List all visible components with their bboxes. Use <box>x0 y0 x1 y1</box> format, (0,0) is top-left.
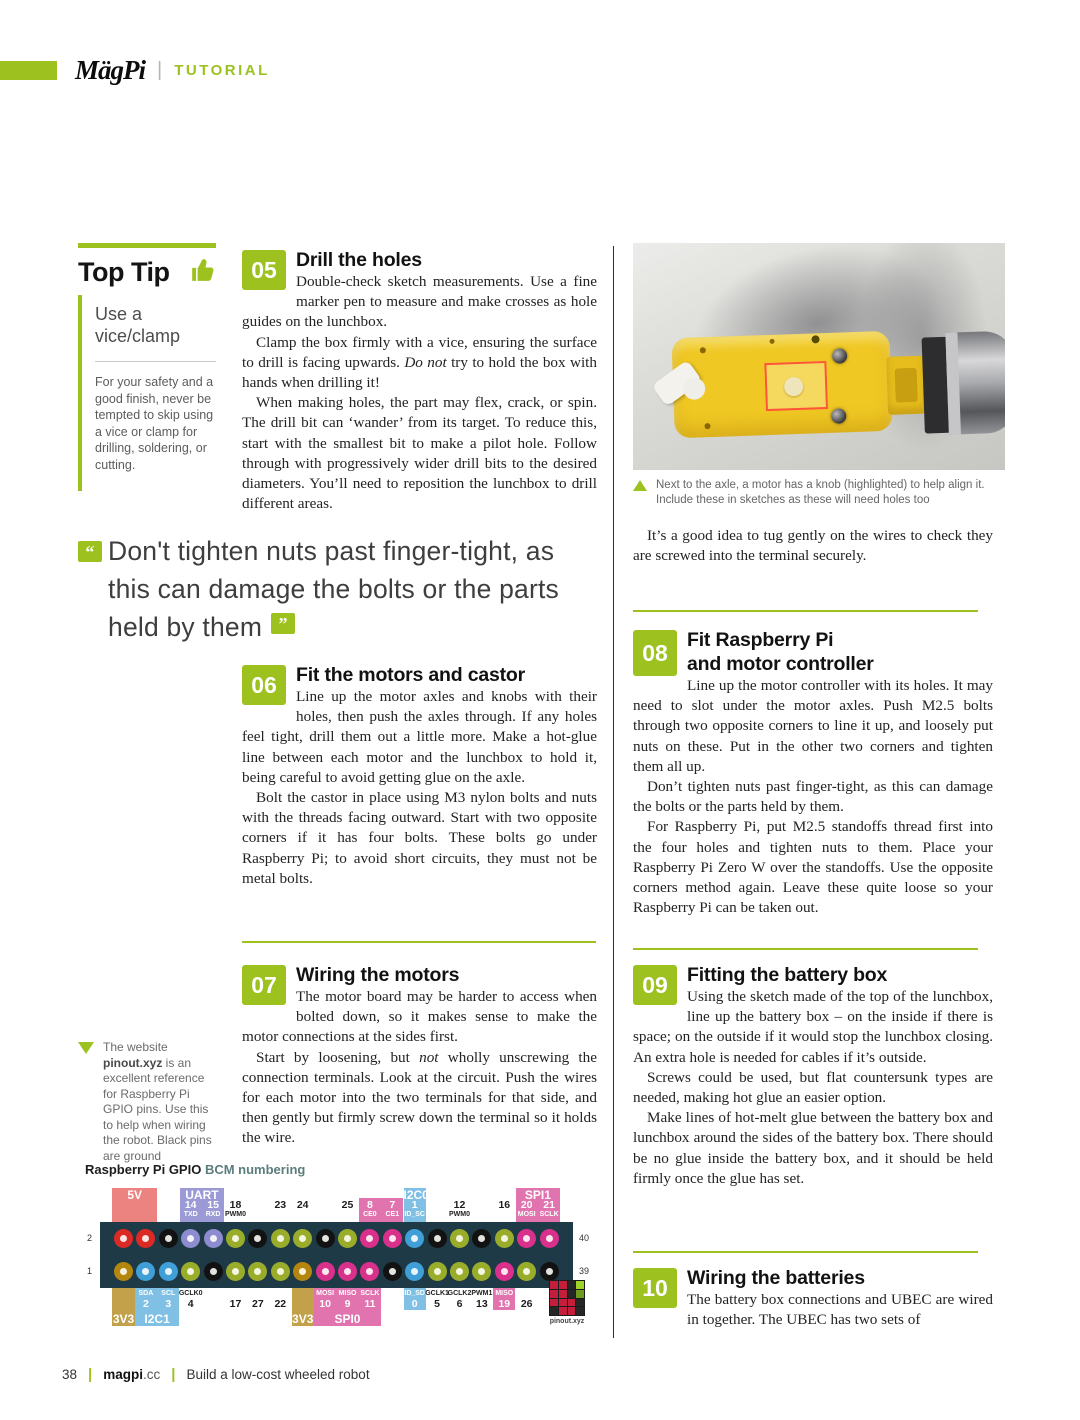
gpio-pin-name: PWM1 <box>471 1290 493 1297</box>
gpio-pin-number: 6 <box>456 1298 463 1310</box>
pinout-logo-cell <box>568 1290 576 1298</box>
pull-quote-line: this can damage the bolts or the parts <box>108 574 559 604</box>
gpio-pin-name: SCL <box>161 1290 176 1297</box>
gpio-pin-dot <box>344 1268 351 1275</box>
step-09 <box>633 963 993 1189</box>
step-paragraph: Line up the motor axles and knobs with their holes, then push the axles through. If any holes feel tight, drill them out a little more. Make a hot-glue line between each motor and the lunchbox to hold it, being careful to avoid getting glue on the axle. <box>242 688 597 786</box>
step-paragraph: Bolt the castor in place using M3 nylon bolts and nuts with the threads facing outward. Start with two opposite corners if it has four bolts. These bolts go under Raspberry Pi; to avoid short circuits, they must not be metal bolts. <box>242 789 597 887</box>
pull-quote-line: Don't tighten nuts past finger-tight, as <box>108 536 555 566</box>
header-separator: | <box>157 59 163 81</box>
gpio-pin-dot <box>344 1235 351 1242</box>
pinout-logo-cell <box>559 1307 567 1315</box>
gpio-pin-name: PWM0 <box>449 1211 470 1218</box>
gpio-block-label: 5V <box>127 1188 143 1202</box>
step-title: Wiring the batteries <box>687 1267 865 1289</box>
gpio-title: Raspberry Pi GPIO BCM numbering <box>85 1162 306 1177</box>
pull-quote-line: held by them <box>108 612 263 642</box>
pinout-logo-cell <box>550 1299 558 1307</box>
gpio-pin-number: 2 <box>142 1298 149 1310</box>
gpio-pin-number: 25 <box>341 1199 354 1211</box>
top-tip-box <box>78 243 216 491</box>
step-title: Drill the holes <box>296 249 422 271</box>
gpio-pin-name: MOSI <box>517 1211 536 1218</box>
gpio-pin-dot <box>322 1235 329 1242</box>
step-number-badge: 10 <box>633 1268 677 1308</box>
page-header <box>75 55 270 86</box>
pinout-logo-cell <box>559 1299 567 1307</box>
gpio-pin-dot <box>165 1268 172 1275</box>
pinout-logo-cell <box>576 1281 584 1289</box>
section-rule <box>633 948 978 950</box>
gpio-pin-name: GCLK1 <box>425 1290 449 1297</box>
photo-caption-text: Next to the axle, a motor has a knob (highlighted) to help align it. Include these in sketches as these will need holes too <box>656 479 985 506</box>
margin-note-text: The website pinout.xyz is an excellent reference for Raspberry Pi GPIO pins. Use this to help when wiring the robot. Black pins are ground <box>103 1040 212 1163</box>
step-title: and motor controller <box>687 653 874 675</box>
top-tip-text: For your safety and a good finish, never be tempted to skip using a vice or clamp for drilling, soldering, or cutting. <box>95 375 214 472</box>
gpio-pin-number: 11 <box>364 1298 376 1310</box>
gpio-pin-number: 26 <box>520 1298 533 1310</box>
gpio-pin-number: 1 <box>411 1199 418 1211</box>
step-paragraph: When making holes, the part may flex, crack, or spin. The drill bit can ‘wander’ from its target. To reduce this, start with the smallest bit to make a pilot hole. Follow through with progressively wider drill bits to the desired diameters. You’ll need to reposition the lunchbox to drill different areas. <box>242 394 597 513</box>
pinout-logo <box>547 1280 587 1325</box>
step-08 <box>633 628 993 918</box>
gpio-pin-number: 12 <box>453 1199 466 1211</box>
pinout-logo-cell <box>576 1299 584 1307</box>
gpio-pin-number: 27 <box>252 1298 264 1310</box>
gpio-pin-number: 7 <box>389 1199 396 1211</box>
step-number-badge: 06 <box>242 665 286 705</box>
section-rule <box>242 941 596 943</box>
gpio-pin-number: 23 <box>274 1199 287 1211</box>
gpio-pin-name: ID_SD <box>404 1290 425 1297</box>
pinout-logo-cell <box>559 1281 567 1289</box>
gpio-pin-name: SCLK <box>360 1290 380 1297</box>
gpio-block-label: SPI1 <box>524 1188 551 1202</box>
top-tip-title: Top Tip <box>78 257 170 287</box>
pinout-logo-cell <box>576 1290 584 1298</box>
gpio-pin-dot <box>277 1268 284 1275</box>
gpio-pin-number: 3 <box>165 1298 172 1310</box>
gpio-pin-number: 9 <box>344 1298 351 1310</box>
step-paragraph: Don’t tighten nuts past finger-tight, as this can damage the bolts or the parts held by them. <box>633 778 993 816</box>
thumbs-up-icon <box>190 257 216 288</box>
gpio-pin-name: CE0 <box>363 1211 377 1218</box>
gpio-pin-number: 14 <box>184 1199 197 1211</box>
gpio-pin-number: 19 <box>498 1298 511 1310</box>
gpio-pin-number: 20 <box>520 1199 533 1211</box>
step-paragraph: Double-check sketch measurements. Use a fine marker pen to measure and make crosses as hole guides on the lunchbox. <box>242 273 597 331</box>
gpio-block-label: 3V3 <box>112 1312 135 1326</box>
gpio-pin-number: 5 <box>434 1298 441 1310</box>
pinout-logo-label: pinout.xyz <box>549 1318 585 1325</box>
gpio-pin-number: 13 <box>476 1298 488 1310</box>
page-number: 38 <box>62 1367 78 1382</box>
gpio-pin-dot <box>210 1235 217 1242</box>
gpio-pin-dot <box>456 1235 463 1242</box>
gpio-pin-number: 24 <box>296 1199 309 1211</box>
gpio-row-number: 1 <box>87 1266 93 1276</box>
step-number-badge: 09 <box>633 965 677 1005</box>
gpio-pin-dot <box>546 1235 553 1242</box>
gpio-pin-name: MISO <box>495 1290 514 1297</box>
gpio-diagram <box>85 1162 590 1338</box>
step-number-badge: 08 <box>633 630 677 676</box>
pinout-logo-cell <box>568 1299 576 1307</box>
gpio-row-number: 40 <box>579 1233 590 1243</box>
pinout-logo-cell <box>576 1307 584 1315</box>
caption-arrow-icon <box>633 480 647 491</box>
pinout-logo-cell <box>550 1281 558 1289</box>
footer-separator: | <box>171 1366 176 1383</box>
step-title: Fit the motors and castor <box>296 664 526 686</box>
step-06 <box>242 663 597 889</box>
gpio-pin-dot <box>434 1268 441 1275</box>
gpio-pin-dot <box>456 1268 463 1275</box>
gpio-pin-dot <box>277 1235 284 1242</box>
gpio-pin-dot <box>120 1235 127 1242</box>
gpio-row-number: 39 <box>579 1266 590 1276</box>
step-05 <box>242 248 597 514</box>
gpio-pin-name: GCLK0 <box>178 1290 203 1297</box>
gpio-pin-dot <box>165 1235 172 1242</box>
gpio-pin-name: SCLK <box>539 1211 559 1218</box>
margin-note <box>78 1040 220 1164</box>
gpio-pin-number: 21 <box>543 1199 555 1211</box>
gpio-pin-name: GCLK2 <box>447 1290 472 1297</box>
header-accent-bar <box>0 61 57 80</box>
section-rule <box>633 1251 978 1253</box>
step-title: Fit Raspberry Pi <box>687 629 834 651</box>
step-10 <box>633 1266 993 1330</box>
gpio-pin-dot <box>120 1268 127 1275</box>
gpio-pin-number: 8 <box>366 1199 373 1211</box>
step-paragraph: Using the sketch made of the top of the lunchbox, line up the battery box – on the inside if there is space; on the outside if it would stop the lunchbox closing. An extra hole is needed for cables if it’s outside. <box>633 988 993 1066</box>
gpio-block-label: I2C0 <box>403 1188 429 1202</box>
gpio-pin-name: MISO <box>338 1290 357 1297</box>
pull-quote <box>78 532 648 646</box>
gpio-pin-name: RXD <box>205 1211 221 1218</box>
pinout-link-text: pinout.xyz <box>103 1055 163 1070</box>
pinout-logo-cell <box>550 1307 558 1315</box>
page-footer <box>62 1366 370 1383</box>
gpio-pin-name: SDA <box>138 1290 154 1297</box>
gpio-pin-number: 15 <box>207 1199 219 1211</box>
section-rule <box>633 610 978 612</box>
motor-bracket-slot <box>895 368 918 403</box>
step-title: Wiring the motors <box>296 964 460 986</box>
gpio-pin-dot <box>501 1235 508 1242</box>
motor-photo <box>633 243 1005 470</box>
quote-close-icon: ” <box>271 613 295 634</box>
gpio-pin-number: 18 <box>229 1199 242 1211</box>
pinout-logo-grid <box>549 1280 585 1316</box>
article-title: Build a low-cost wheeled robot <box>186 1367 370 1382</box>
gpio-row-number: 2 <box>87 1233 93 1243</box>
gpio-block-label: SPI0 <box>334 1312 361 1326</box>
gpio-pin-dot <box>501 1268 508 1275</box>
gpio-block-label: I2C1 <box>144 1312 170 1326</box>
section-label: TUTORIAL <box>174 62 270 79</box>
gpio-pin-dot <box>434 1235 441 1242</box>
step-number-badge: 05 <box>242 250 286 290</box>
gpio-pin-name: MOSI <box>316 1290 335 1297</box>
gpio-pin-name: CE1 <box>385 1211 400 1218</box>
gpio-pin-number: 4 <box>187 1298 194 1310</box>
photo-caption <box>633 478 1005 507</box>
magpi-logo: MägPi <box>75 55 146 85</box>
footer-separator: | <box>88 1366 93 1383</box>
pinout-logo-cell <box>568 1281 576 1289</box>
gpio-pin-number: 22 <box>274 1298 287 1310</box>
gpio-pin-dot <box>232 1235 239 1242</box>
step-paragraph: Line up the motor controller with its holes. It may need to slot under the motor axles. Push M2.5 bolts through two opposite corners to line it up, and loosely put nuts on these. Put in the other two corners and tighten them all up. <box>633 677 993 775</box>
gpio-pin-number: 17 <box>229 1298 242 1310</box>
gpio-pin-name: ID_SC <box>404 1211 425 1218</box>
motor-assembly <box>659 315 993 446</box>
pinout-logo-cell <box>550 1290 558 1298</box>
site-name: magpi.cc <box>103 1367 161 1382</box>
step-title: Fitting the battery box <box>687 964 888 986</box>
step-paragraph: Start by loosening, but not wholly unscrewing the connection terminals. Look at the circuit. Push the wires for each motor into the two terminals for that side, and then gently but firmly screw down the terminal so it holds the wire. <box>242 1048 597 1147</box>
right-intro-paragraph: It’s a good idea to tug gently on the wires to check they are screwed into the terminal securely. <box>633 527 993 565</box>
note-arrow-icon <box>78 1042 94 1054</box>
step-paragraph: Make lines of hot-melt glue between the battery box and lunchbox around the sides of the battery box. There should be no glue inside the battery box, and it should be held firmly once the glue has set. <box>633 1109 993 1187</box>
quote-open-icon: “ <box>78 541 102 562</box>
gpio-pin-dot <box>322 1268 329 1275</box>
gpio-pin-dot <box>232 1268 239 1275</box>
gpio-pin-number: 16 <box>498 1199 511 1211</box>
pinout-logo-cell <box>568 1307 576 1315</box>
step-paragraph: The battery box connections and UBEC are wired in together. The UBEC has two sets of <box>687 1291 993 1329</box>
gpio-pin-number: 0 <box>411 1298 418 1310</box>
pinout-logo-cell <box>559 1290 567 1298</box>
step-paragraph: For Raspberry Pi, put M2.5 standoffs thread first into the four holes and tighten nuts to them. Place your Raspberry Pi Zero W over the standoffs. Use the opposite corners method again. Leave these quite loose so your Raspberry Pi can be taken out. <box>633 818 993 917</box>
step-07 <box>242 963 597 1149</box>
gpio-pin-dot <box>546 1268 553 1275</box>
top-tip-subtitle: Use a vice/clamp <box>95 295 216 362</box>
step-paragraph: The motor board may be harder to access when bolted down, so it makes sense to make the motor connections at the sides first. <box>242 988 597 1046</box>
gpio-pin-dot <box>210 1268 217 1275</box>
gpio-pin-dot <box>389 1235 396 1242</box>
gpio-pin-name: TXD <box>183 1211 198 1218</box>
step-number-badge: 07 <box>242 965 286 1005</box>
gpio-pin-dot <box>389 1268 396 1275</box>
gpio-pin-name: PWM0 <box>225 1211 246 1218</box>
gpio-pin-number: 10 <box>319 1298 331 1310</box>
column-divider <box>613 246 614 1338</box>
step-paragraph: Screws could be used, but flat countersunk types are needed, making hot glue an easier option. <box>633 1068 993 1107</box>
gpio-block-label: UART <box>185 1188 219 1202</box>
step-paragraph: Clamp the box firmly with a vice, ensuring the surface to drill is facing upwards. Do not try to hold the box with hands when drilling it! <box>242 333 597 392</box>
gpio-block-label: 3V3 <box>292 1312 314 1326</box>
